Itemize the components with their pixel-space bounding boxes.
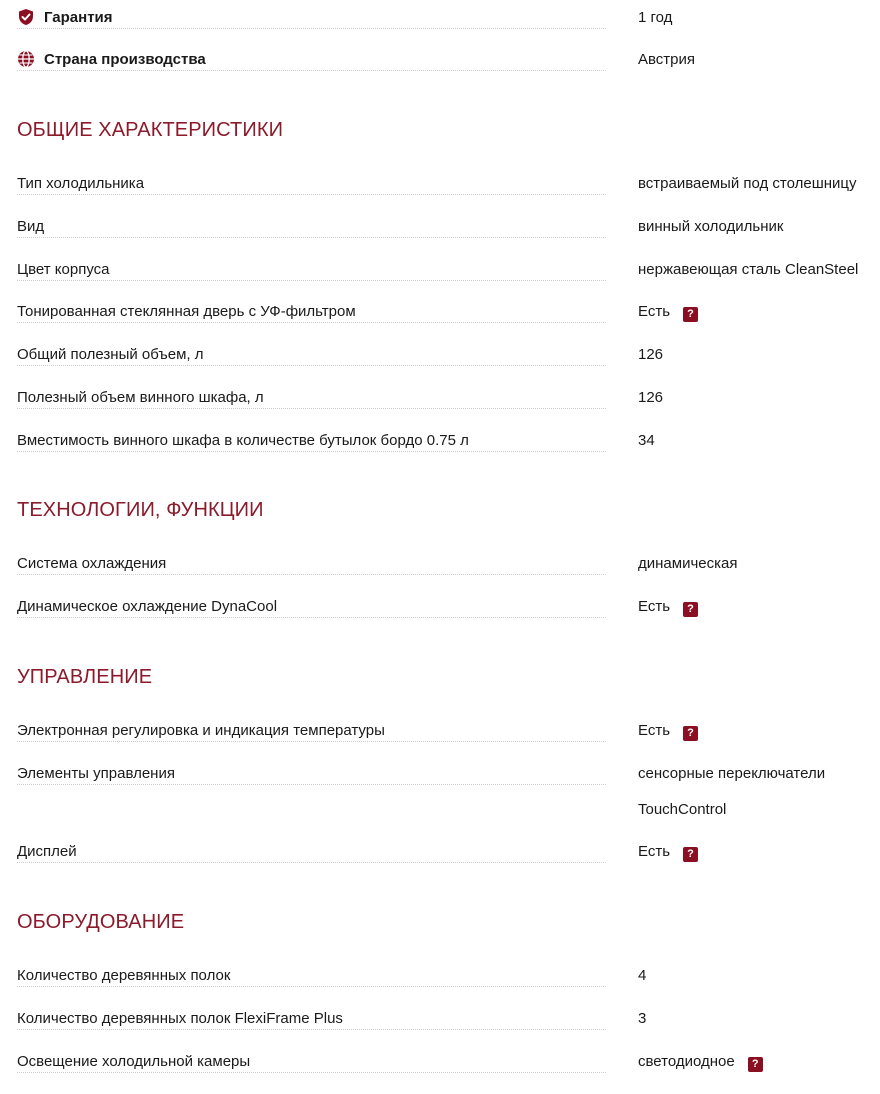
section-title-equipment: ОБОРУДОВАНИЕ [17, 911, 185, 933]
spec-label: Динамическое охлаждение DynaCool [17, 598, 297, 615]
spec-value: Есть [638, 303, 671, 320]
help-icon[interactable]: ? [683, 847, 698, 862]
spec-row [17, 594, 880, 618]
spec-row [17, 1006, 880, 1030]
spec-label: Тонированная стеклянная дверь с УФ-фильтром [17, 303, 376, 320]
dotted-leader [17, 322, 606, 323]
spec-row-country [17, 47, 880, 71]
spec-value: 3 [638, 1010, 647, 1027]
dotted-leader [17, 617, 606, 618]
dotted-leader [17, 1029, 606, 1030]
spec-value: Австрия [638, 51, 696, 68]
help-icon[interactable]: ? [748, 1057, 763, 1072]
dotted-leader [17, 280, 606, 281]
spec-value-line2: TouchControl [638, 801, 727, 818]
dotted-leader [17, 408, 606, 409]
spec-row [17, 551, 880, 575]
spec-value: 126 [638, 389, 664, 406]
spec-label: Дисплей [17, 843, 97, 860]
spec-row [17, 1049, 880, 1073]
spec-label: Освещение холодильной камеры [17, 1053, 270, 1070]
dotted-leader [17, 237, 606, 238]
spec-row [17, 257, 880, 281]
spec-label: Количество деревянных полок FlexiFrame Plus [17, 1010, 363, 1027]
spec-value: Есть [638, 843, 671, 860]
spec-label: Вместимость винного шкафа в количестве бутылок бордо 0.75 л [17, 432, 489, 449]
dotted-leader [17, 986, 606, 987]
spec-value: светодиодное [638, 1053, 735, 1070]
spec-label: Гарантия [44, 9, 133, 26]
spec-value-with-help [638, 722, 698, 741]
spec-label: Полезный объем винного шкафа, л [17, 389, 284, 406]
spec-value: 4 [638, 967, 647, 984]
spec-value: Есть [638, 722, 671, 739]
section-title-control: УПРАВЛЕНИЕ [17, 666, 153, 688]
dotted-leader [17, 451, 606, 452]
shield-check-icon [17, 8, 35, 26]
help-icon[interactable]: ? [683, 602, 698, 617]
spec-label: Цвет корпуса [17, 261, 130, 278]
spec-value: винный холодильник [638, 218, 784, 235]
spec-value: Есть [638, 598, 671, 615]
spec-value-with-help [638, 843, 698, 862]
spec-label: Тип холодильника [17, 175, 164, 192]
help-icon[interactable]: ? [683, 726, 698, 741]
dotted-leader [17, 28, 606, 29]
spec-row [17, 171, 880, 195]
dotted-leader [17, 862, 606, 863]
spec-value: встраиваемый под столешницу [638, 175, 857, 192]
spec-row [17, 963, 880, 987]
spec-label: Количество деревянных полок [17, 967, 250, 984]
spec-row [17, 839, 880, 863]
dotted-leader [17, 1072, 606, 1073]
spec-label: Страна производства [44, 51, 226, 68]
dotted-leader [17, 784, 606, 785]
spec-row [17, 385, 880, 409]
spec-row [17, 214, 880, 238]
spec-value-with-help [638, 303, 698, 322]
dotted-leader [17, 70, 606, 71]
spec-row [17, 342, 880, 366]
section-title-technologies: ТЕХНОЛОГИИ, ФУНКЦИИ [17, 499, 264, 521]
spec-row-warranty [17, 5, 880, 29]
spec-label: Электронная регулировка и индикация температуры [17, 722, 405, 739]
spec-row [17, 718, 880, 742]
spec-value: нержавеющая сталь CleanSteel [638, 261, 859, 278]
spec-label: Общий полезный объем, л [17, 346, 223, 363]
spec-label: Элементы управления [17, 765, 195, 782]
spec-label: Вид [17, 218, 64, 235]
help-icon[interactable]: ? [683, 307, 698, 322]
spec-row [17, 299, 880, 323]
spec-value: 1 год [638, 9, 673, 26]
dotted-leader [17, 741, 606, 742]
spec-value-with-help [638, 598, 698, 617]
dotted-leader [17, 574, 606, 575]
spec-value: сенсорные переключатели [638, 765, 826, 782]
spec-value: динамическая [638, 555, 738, 572]
spec-label: Система охлаждения [17, 555, 186, 572]
spec-row [17, 428, 880, 452]
globe-icon [17, 50, 35, 68]
section-title-general: ОБЩИЕ ХАРАКТЕРИСТИКИ [17, 119, 284, 141]
spec-value-with-help [638, 1053, 763, 1072]
spec-row [17, 761, 880, 821]
dotted-leader [17, 365, 606, 366]
spec-value: 126 [638, 346, 664, 363]
dotted-leader [17, 194, 606, 195]
spec-value: 34 [638, 432, 655, 449]
